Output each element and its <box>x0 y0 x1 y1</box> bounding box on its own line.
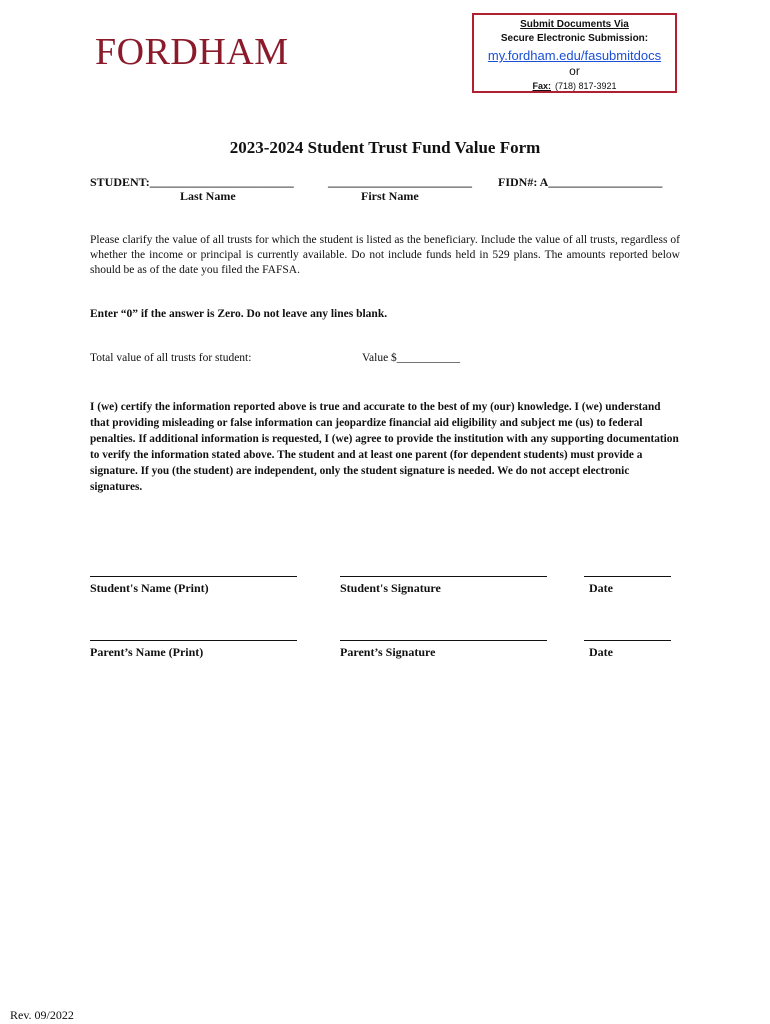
parent-name-caption: Parent’s Name (Print) <box>90 645 204 659</box>
total-value-label: Total value of all trusts for student: <box>90 352 252 364</box>
or-text: or <box>569 64 580 78</box>
fax-line <box>474 81 675 91</box>
student-date-line[interactable] <box>584 576 671 577</box>
fidn-field[interactable]: FIDN#: A___________________ <box>498 175 663 189</box>
parent-signature-line[interactable] <box>340 640 547 641</box>
zero-note: Enter “0” if the answer is Zero. Do not leave any lines blank. <box>90 308 388 320</box>
parent-name-line[interactable] <box>90 640 297 641</box>
student-last-name-field[interactable]: STUDENT:________________________ <box>90 175 294 189</box>
submit-documents-heading: Submit Documents Via <box>520 19 629 30</box>
instructions-paragraph: Please clarify the value of all trusts for which the student is listed as the beneficiary. Include the value of all trusts, regardless of whether the income or principal is currently available. Do not include funds held in 529 plans. The amounts reported below should be as of the date you filed the FAFSA. <box>90 234 680 276</box>
parent-signature-caption: Parent’s Signature <box>340 645 436 659</box>
student-date-caption: Date <box>589 581 613 595</box>
student-signature-line[interactable] <box>340 576 547 577</box>
fax-label: Fax: <box>532 81 551 91</box>
student-signature-caption: Student's Signature <box>340 581 441 595</box>
value-input[interactable]: Value $___________ <box>362 352 461 364</box>
secure-submission-label: Secure Electronic Submission: <box>500 33 649 44</box>
form-title: 2023-2024 Student Trust Fund Value Form <box>229 138 541 157</box>
first-name-caption: First Name <box>361 189 419 203</box>
student-name-caption: Student's Name (Print) <box>90 581 209 595</box>
student-name-line[interactable] <box>90 576 297 577</box>
revision-date: Rev. 09/2022 <box>10 1008 74 1022</box>
last-name-caption: Last Name <box>180 189 236 203</box>
submission-info-box <box>472 13 677 93</box>
parent-date-line[interactable] <box>584 640 671 641</box>
student-first-name-field[interactable]: ________________________ <box>328 175 472 189</box>
submission-link[interactable]: my.fordham.edu/fasubmitdocs <box>487 48 662 63</box>
fordham-logo: FORDHAM <box>95 31 289 73</box>
fax-number: (718) 817-3921 <box>554 81 617 91</box>
certification-paragraph: I (we) certify the information reported above is true and accurate to the best of my (our) knowledge. I (we) understand that providing misleading or false information can jeopardize financial aid eligibility and subject me (us) to federal penalties. If additional information is requested, I (we) agree to provide the institution with any supporting documentation to verify the information stated above. The student and at least one parent (for dependent students) must provide a signature. If you (the student) are independent, only the student signature is needed. We do not accept electronic signatures. <box>90 401 679 493</box>
parent-date-caption: Date <box>589 645 613 659</box>
